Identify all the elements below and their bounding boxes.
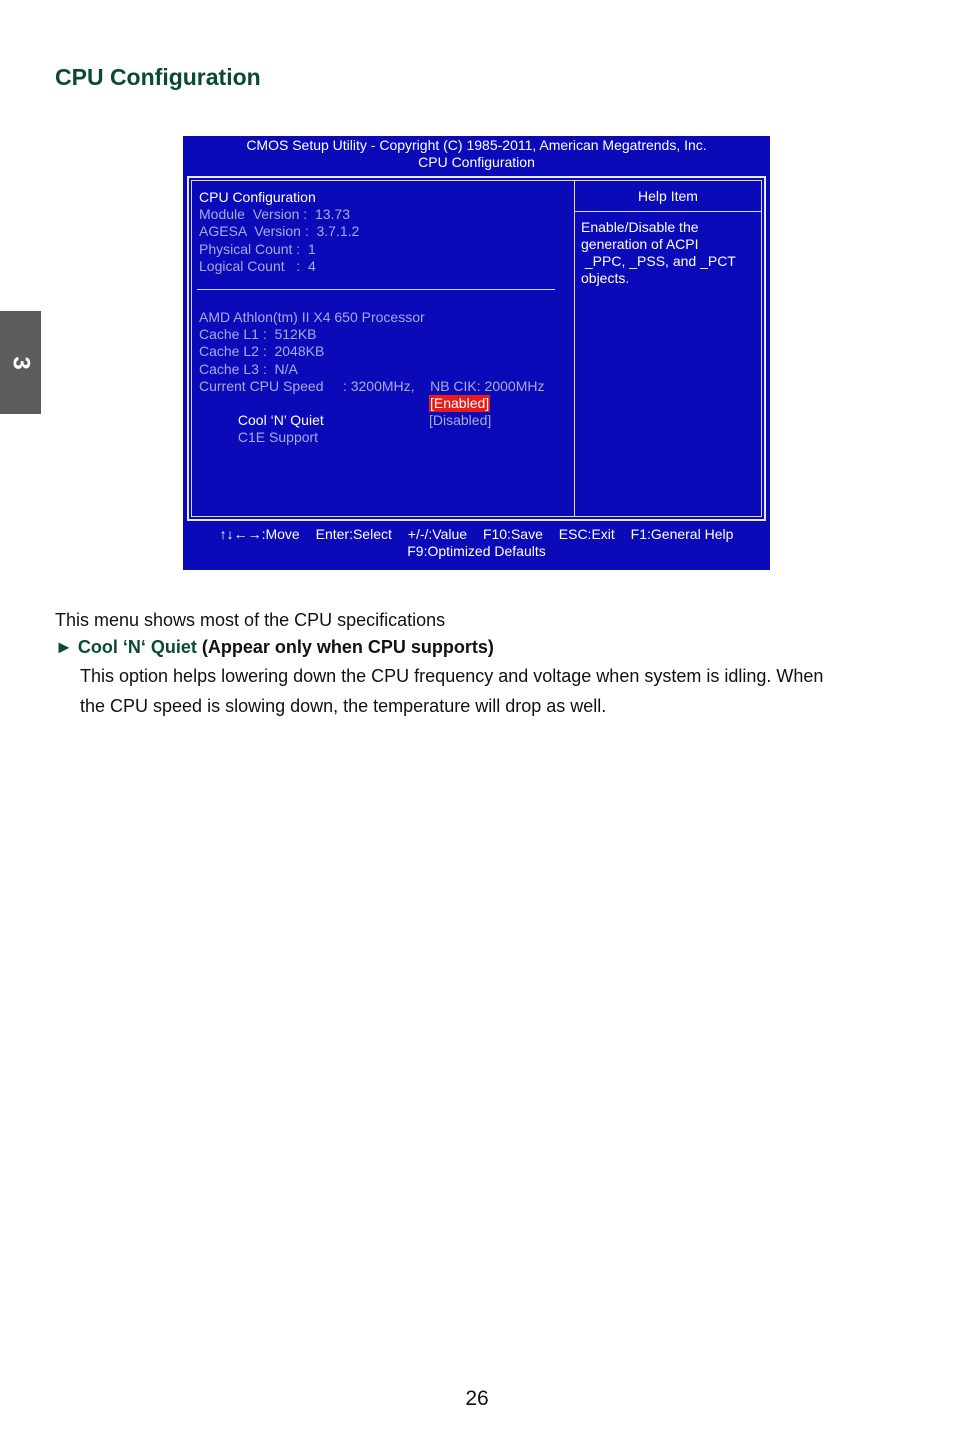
cpu-speed-row: Current CPU Speed : 3200MHz, NB CIK: 2000MHz xyxy=(199,377,545,394)
option-desc-line-1: This option helps lowering down the CPU frequency and voltage when system is idling. When xyxy=(80,666,824,686)
module-version-row: Module Version : 13.73 xyxy=(199,206,350,223)
help-line: Enable/Disable the xyxy=(581,219,699,235)
cache-l2-row: Cache L2 : 2048KB xyxy=(199,343,325,360)
intro-text: This menu shows most of the CPU specifications xyxy=(55,610,446,630)
cache-l3-row: Cache L3 : N/A xyxy=(199,360,298,377)
option-name: Cool ‘N‘ Quiet xyxy=(77,637,197,657)
agesa-version-row: AGESA Version : 3.7.1.2 xyxy=(199,223,360,240)
bios-frame xyxy=(187,176,766,521)
help-line: _PPC, _PSS, and _PCT xyxy=(581,253,736,269)
bios-header-menu: CPU Configuration xyxy=(418,154,535,170)
help-title: Help Item xyxy=(575,181,761,212)
logical-count-row: Logical Count : 4 xyxy=(199,257,316,274)
bios-header-copyright: CMOS Setup Utility - Copyright (C) 1985-2011, American Megatrends, Inc. xyxy=(246,137,707,153)
option-value[interactable]: [Disabled] xyxy=(429,412,492,429)
key-exit: ESC:Exit xyxy=(558,526,615,542)
bios-screenshot xyxy=(183,136,770,570)
key-value: +/-/:Value xyxy=(407,526,468,542)
option-label: Cool ‘N’ Quiet xyxy=(237,412,324,429)
triangle-bullet-icon: ► xyxy=(55,637,73,657)
key-defaults: F9:Optimized Defaults xyxy=(407,543,546,559)
bios-footer xyxy=(183,526,770,560)
cache-l1-row: Cache L1 : 512KB xyxy=(199,326,317,343)
bios-section-title: CPU Configuration xyxy=(199,189,316,205)
page-number: 26 xyxy=(465,1387,489,1410)
chapter-number: 3 xyxy=(7,355,35,370)
option-heading xyxy=(55,633,915,661)
processor-name-row: AMD Athlon(tm) II X4 650 Processor xyxy=(199,308,425,325)
option-note: (Appear only when CPU supports) xyxy=(201,637,494,657)
help-text xyxy=(575,212,761,287)
bios-inner-frame xyxy=(191,180,762,517)
option-value-selected[interactable]: [Enabled] xyxy=(430,394,490,411)
bios-header xyxy=(183,136,770,171)
bios-section-separator xyxy=(197,289,555,290)
help-line: generation of ACPI xyxy=(581,236,699,252)
bios-settings-panel xyxy=(199,189,569,446)
page-title: CPU Configuration xyxy=(55,64,261,90)
key-select: Enter:Select xyxy=(315,526,392,542)
key-help: F1:General Help xyxy=(630,526,734,542)
bios-help-panel xyxy=(575,181,761,516)
option-label: C1E Support xyxy=(237,429,319,446)
option-description xyxy=(80,661,915,721)
option-desc-line-2: the CPU speed is slowing down, the temperature will drop as well. xyxy=(80,696,607,716)
manual-body xyxy=(55,607,915,721)
physical-count-row: Physical Count : 1 xyxy=(199,240,316,257)
key-save: F10:Save xyxy=(482,526,543,542)
option-c1e-support[interactable] xyxy=(199,412,569,446)
help-line: objects. xyxy=(581,270,630,286)
key-move: ↑↓←→:Move xyxy=(219,526,300,542)
footer-keys xyxy=(183,526,770,543)
chapter-tab xyxy=(0,311,41,414)
